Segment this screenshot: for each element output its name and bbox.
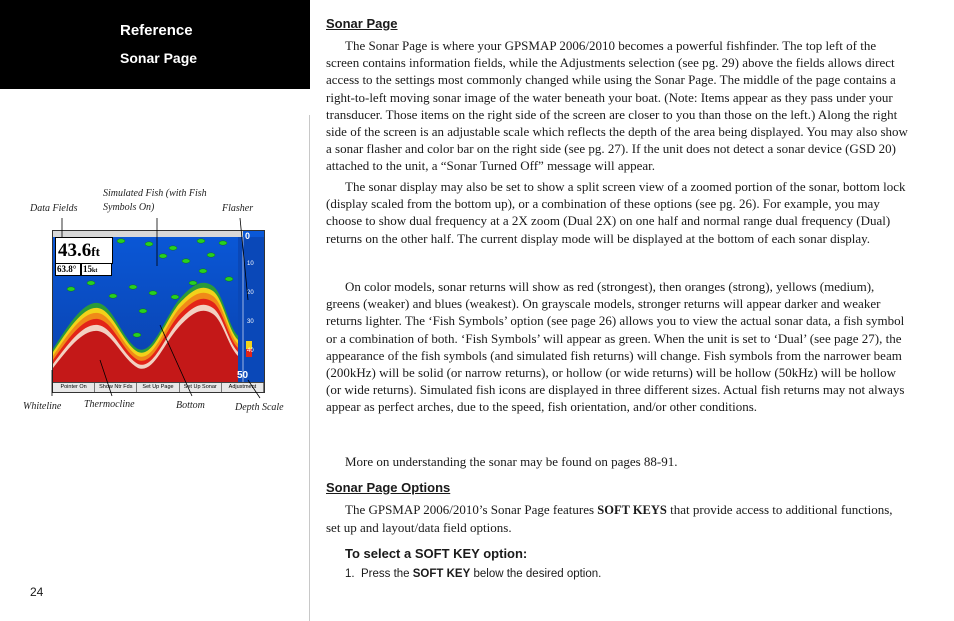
softkey-pointer-on: Pointer On: [53, 383, 95, 392]
section-title: Reference: [120, 22, 193, 39]
callout-whiteline: Whiteline: [23, 401, 62, 412]
subsection-title: Sonar Page: [120, 50, 198, 66]
paragraph-5-post: that provide access to additional functions, set up and layout/data field options.: [326, 502, 893, 536]
scale-label-20: 20: [247, 290, 254, 296]
callout-simulated-fish: Simulated Fish (with Fish Symbols On): [103, 188, 207, 213]
depth-unit: ft: [91, 244, 100, 259]
depth-value: 43.6: [58, 240, 92, 261]
sonar-page-heading: Sonar Page: [326, 16, 398, 31]
scale-label-40: 40: [247, 348, 254, 354]
callout-flasher: Flasher: [222, 203, 254, 214]
depth-data-field: [55, 237, 113, 264]
callout-depth-scale: Depth Scale: [235, 402, 284, 413]
paragraph-2: The sonar display may also be set to show a split screen view of a zoomed portion of the sonar, bottom lock (display scaled from the bottom up), or a combination of these options (see pg. 26). For example, you may choose to show dual frequency at a 2X zoom (Dual 2X) on one half and normal range dual frequency (Dual) returns on the other half. The current display mode will be displayed at the bottom of each sonar display.: [326, 179, 906, 246]
temperature-data-field: 63.8°: [55, 263, 81, 276]
select-soft-key-heading: To select a SOFT KEY option:: [345, 546, 528, 561]
softkey-bar: [53, 382, 264, 392]
callout-thermocline: Thermocline: [84, 399, 135, 410]
softkey-set-up-sonar: Set Up Sonar: [180, 383, 222, 392]
scale-bottom-label: 50: [237, 370, 249, 381]
step-soft-key-term: SOFT KEY: [412, 568, 471, 580]
paragraph-5-pre: The GPSMAP 2006/2010’s Sonar Page features: [345, 502, 598, 517]
softkey-adjustment: Adjustment: [222, 383, 264, 392]
sonar-screen-image: [52, 230, 265, 393]
scale-top-label: 0: [245, 231, 251, 241]
page-number: 24: [30, 585, 44, 599]
speed-unit: kt: [92, 268, 98, 274]
callout-bottom: Bottom: [176, 400, 205, 411]
paragraph-1: The Sonar Page is where your GPSMAP 2006/2010 becomes a powerful fishfinder. The top left of the screen contains information fields, while the Adjustments selection (see pg. 29) above the fields allows direct access to the settings most commonly changed while using the Sonar Page. The middle of the page contains a right-to-left moving sonar image of the water beneath your boat. (Note: Items appear as they pass under your transducer. Those items on the right side of the screen are closer to you than those on the left.) Along the right side of the screen is an adjustable scale which reflects the depth of the area being displayed. You may also show a sonar flasher and color bar on the right side (see pg. 27). If the unit does not detect a sonar device (GSD 20) attached to the unit, a “Sonar Turned Off” message will appear.: [326, 38, 908, 174]
section-header: [0, 0, 310, 89]
paragraph-5: [326, 501, 908, 536]
step-number: 1.: [345, 568, 355, 580]
step-1: [345, 568, 601, 580]
speed-value: 15: [83, 264, 92, 274]
callout-data-fields: Data Fields: [30, 203, 78, 214]
scale-label-10: 10: [247, 261, 254, 267]
step-post: below the desired option.: [470, 568, 602, 580]
paragraph-3: On color models, sonar returns will show as red (strongest), then oranges (strong), yellows (medium), greens (weaker) and blues (weakest). On grayscale models, stronger returns will appear darker and weaker returns lighter. The ‘Fish Symbols’ option (see page 26) allows you to view the actual sonar data, a fish symbol or a combination of both. ‘Fish Symbols’ will appear as green. When the unit is set to ‘Dual’ (see page 27), the appearance of the fish symbols (and simulated fish returns) will change. Fish symbols from the narrower beam (200kHz) will be solid (or narrow returns), or hollow (or wide returns) will be hollow (50kHz) will be hollow (or wide returns). Simulated fish icons are displayed in three different sizes. Actual fish returns may not always appear as perfect arches, due to the speed, fish orientation, and/or other conditions.: [326, 279, 905, 415]
sonar-figure: [0, 180, 310, 430]
soft-keys-term: SOFT KEYS: [597, 503, 667, 517]
scale-label-30: 30: [247, 319, 254, 325]
paragraph-4: More on understanding the sonar may be found on pages 88-91.: [345, 454, 678, 469]
sonar-page-options-heading: Sonar Page Options: [326, 480, 451, 495]
speed-data-field: [81, 263, 112, 276]
softkey-show-fields: Show Ntr Fds: [95, 383, 137, 392]
softkey-set-up-page: Set Up Page: [137, 383, 179, 392]
step-pre: Press the: [360, 568, 413, 580]
